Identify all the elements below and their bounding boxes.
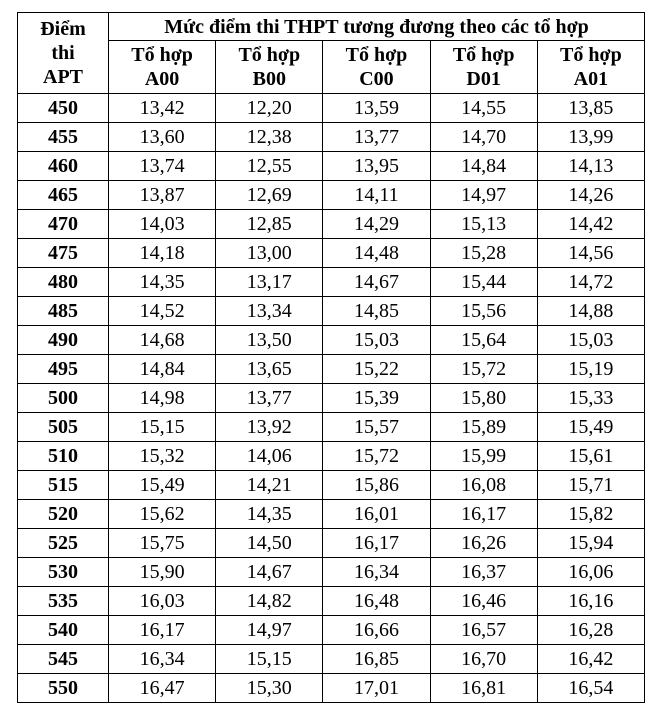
thpt-score-cell: 14,97 xyxy=(430,181,537,210)
combo-label: Tổ hợp xyxy=(345,44,408,66)
thpt-score-cell: 12,20 xyxy=(216,94,323,123)
table-row xyxy=(18,297,645,326)
apt-score-cell: 500 xyxy=(18,384,109,413)
header-apt-line: thi xyxy=(51,42,75,64)
score-equivalence-table xyxy=(17,12,645,703)
thpt-score-cell: 17,01 xyxy=(323,674,430,703)
thpt-score-cell: 15,22 xyxy=(323,355,430,384)
thpt-score-cell: 16,26 xyxy=(430,529,537,558)
table-row xyxy=(18,355,645,384)
thpt-score-cell: 14,68 xyxy=(109,326,216,355)
combo-code: A01 xyxy=(573,68,609,90)
thpt-score-cell: 15,99 xyxy=(430,442,537,471)
header-row-combos xyxy=(18,41,645,94)
thpt-score-cell: 15,64 xyxy=(430,326,537,355)
thpt-score-cell: 15,33 xyxy=(537,384,644,413)
thpt-score-cell: 15,03 xyxy=(537,326,644,355)
table-row xyxy=(18,268,645,297)
thpt-score-cell: 15,03 xyxy=(323,326,430,355)
thpt-score-cell: 15,82 xyxy=(537,500,644,529)
thpt-score-cell: 13,00 xyxy=(216,239,323,268)
combo-label: Tổ hợp xyxy=(238,44,301,66)
thpt-score-cell: 14,21 xyxy=(216,471,323,500)
thpt-score-cell: 12,69 xyxy=(216,181,323,210)
header-combo-b00 xyxy=(216,41,323,94)
header-apt-line: APT xyxy=(43,66,83,88)
thpt-score-cell: 16,17 xyxy=(109,616,216,645)
thpt-score-cell: 13,99 xyxy=(537,123,644,152)
thpt-score-cell: 15,13 xyxy=(430,210,537,239)
thpt-score-cell: 14,84 xyxy=(430,152,537,181)
thpt-score-cell: 15,32 xyxy=(109,442,216,471)
thpt-score-cell: 16,01 xyxy=(323,500,430,529)
combo-code: B00 xyxy=(252,68,286,90)
thpt-score-cell: 15,62 xyxy=(109,500,216,529)
table-row xyxy=(18,442,645,471)
header-combo-d01 xyxy=(430,41,537,94)
thpt-score-cell: 15,28 xyxy=(430,239,537,268)
table-row xyxy=(18,616,645,645)
table-row xyxy=(18,152,645,181)
thpt-score-cell: 14,67 xyxy=(323,268,430,297)
thpt-score-cell: 13,77 xyxy=(216,384,323,413)
apt-score-cell: 455 xyxy=(18,123,109,152)
thpt-score-cell: 14,98 xyxy=(109,384,216,413)
thpt-score-cell: 14,70 xyxy=(430,123,537,152)
table-row xyxy=(18,239,645,268)
combo-label: Tổ hợp xyxy=(131,44,193,66)
thpt-score-cell: 15,94 xyxy=(537,529,644,558)
thpt-score-cell: 15,72 xyxy=(430,355,537,384)
apt-score-cell: 545 xyxy=(18,645,109,674)
thpt-score-cell: 16,85 xyxy=(323,645,430,674)
thpt-score-cell: 14,56 xyxy=(537,239,644,268)
thpt-score-cell: 15,49 xyxy=(109,471,216,500)
thpt-score-cell: 16,16 xyxy=(537,587,644,616)
header-combo-c00 xyxy=(323,41,430,94)
header-combo-a01 xyxy=(537,41,644,94)
apt-score-cell: 520 xyxy=(18,500,109,529)
thpt-score-cell: 13,92 xyxy=(216,413,323,442)
apt-score-cell: 525 xyxy=(18,529,109,558)
thpt-score-cell: 14,35 xyxy=(109,268,216,297)
combo-label: Tổ hợp xyxy=(560,44,622,66)
table-row xyxy=(18,210,645,239)
thpt-score-cell: 14,48 xyxy=(323,239,430,268)
table-row xyxy=(18,123,645,152)
thpt-score-cell: 14,06 xyxy=(216,442,323,471)
thpt-score-cell: 14,50 xyxy=(216,529,323,558)
apt-score-cell: 550 xyxy=(18,674,109,703)
thpt-score-cell: 16,37 xyxy=(430,558,537,587)
apt-score-cell: 465 xyxy=(18,181,109,210)
thpt-score-cell: 14,85 xyxy=(323,297,430,326)
thpt-score-cell: 16,70 xyxy=(430,645,537,674)
header-equivalent-title: Mức điểm thi THPT tương đương theo các tổ hợp xyxy=(109,13,645,41)
thpt-score-cell: 13,60 xyxy=(109,123,216,152)
combo-label: Tổ hợp xyxy=(452,44,515,66)
thpt-score-cell: 12,38 xyxy=(216,123,323,152)
thpt-score-cell: 14,18 xyxy=(109,239,216,268)
apt-score-cell: 475 xyxy=(18,239,109,268)
table-row xyxy=(18,94,645,123)
apt-score-cell: 535 xyxy=(18,587,109,616)
combo-code: C00 xyxy=(359,68,394,90)
thpt-score-cell: 13,42 xyxy=(109,94,216,123)
thpt-score-cell: 15,30 xyxy=(216,674,323,703)
apt-score-cell: 470 xyxy=(18,210,109,239)
table-row xyxy=(18,529,645,558)
table-row xyxy=(18,384,645,413)
thpt-score-cell: 16,54 xyxy=(537,674,644,703)
thpt-score-cell: 16,57 xyxy=(430,616,537,645)
thpt-score-cell: 15,15 xyxy=(216,645,323,674)
table-row xyxy=(18,413,645,442)
header-apt-score xyxy=(18,13,109,94)
apt-score-cell: 485 xyxy=(18,297,109,326)
thpt-score-cell: 14,13 xyxy=(537,152,644,181)
thpt-score-cell: 16,46 xyxy=(430,587,537,616)
header-row-top xyxy=(18,13,645,41)
thpt-score-cell: 15,49 xyxy=(537,413,644,442)
table-row xyxy=(18,500,645,529)
table-row xyxy=(18,326,645,355)
thpt-score-cell: 16,17 xyxy=(323,529,430,558)
table-row xyxy=(18,587,645,616)
apt-score-cell: 490 xyxy=(18,326,109,355)
thpt-score-cell: 15,80 xyxy=(430,384,537,413)
thpt-score-cell: 16,03 xyxy=(109,587,216,616)
thpt-score-cell: 12,85 xyxy=(216,210,323,239)
apt-score-cell: 540 xyxy=(18,616,109,645)
table-body xyxy=(18,94,645,703)
thpt-score-cell: 14,97 xyxy=(216,616,323,645)
thpt-score-cell: 14,42 xyxy=(537,210,644,239)
table-row xyxy=(18,558,645,587)
thpt-score-cell: 13,50 xyxy=(216,326,323,355)
thpt-score-cell: 15,57 xyxy=(323,413,430,442)
thpt-score-cell: 16,66 xyxy=(323,616,430,645)
apt-score-cell: 515 xyxy=(18,471,109,500)
thpt-score-cell: 16,34 xyxy=(109,645,216,674)
thpt-score-cell: 14,26 xyxy=(537,181,644,210)
apt-score-cell: 510 xyxy=(18,442,109,471)
thpt-score-cell: 14,55 xyxy=(430,94,537,123)
thpt-score-cell: 16,17 xyxy=(430,500,537,529)
thpt-score-cell: 14,35 xyxy=(216,500,323,529)
thpt-score-cell: 15,19 xyxy=(537,355,644,384)
thpt-score-cell: 15,72 xyxy=(323,442,430,471)
thpt-score-cell: 14,88 xyxy=(537,297,644,326)
thpt-score-cell: 16,47 xyxy=(109,674,216,703)
table-row xyxy=(18,645,645,674)
thpt-score-cell: 16,42 xyxy=(537,645,644,674)
apt-score-cell: 495 xyxy=(18,355,109,384)
thpt-score-cell: 13,95 xyxy=(323,152,430,181)
thpt-score-cell: 14,84 xyxy=(109,355,216,384)
thpt-score-cell: 15,39 xyxy=(323,384,430,413)
thpt-score-cell: 13,59 xyxy=(323,94,430,123)
thpt-score-cell: 13,65 xyxy=(216,355,323,384)
thpt-score-cell: 13,17 xyxy=(216,268,323,297)
header-apt-line: Điểm xyxy=(40,18,86,40)
thpt-score-cell: 15,90 xyxy=(109,558,216,587)
thpt-score-cell: 13,77 xyxy=(323,123,430,152)
apt-score-cell: 480 xyxy=(18,268,109,297)
thpt-score-cell: 16,81 xyxy=(430,674,537,703)
thpt-score-cell: 14,11 xyxy=(323,181,430,210)
thpt-score-cell: 13,87 xyxy=(109,181,216,210)
thpt-score-cell: 15,75 xyxy=(109,529,216,558)
table-row xyxy=(18,181,645,210)
thpt-score-cell: 15,44 xyxy=(430,268,537,297)
apt-score-cell: 460 xyxy=(18,152,109,181)
thpt-score-cell: 13,34 xyxy=(216,297,323,326)
thpt-score-cell: 14,29 xyxy=(323,210,430,239)
thpt-score-cell: 14,67 xyxy=(216,558,323,587)
table-row xyxy=(18,674,645,703)
thpt-score-cell: 14,82 xyxy=(216,587,323,616)
thpt-score-cell: 15,71 xyxy=(537,471,644,500)
thpt-score-cell: 16,48 xyxy=(323,587,430,616)
thpt-score-cell: 14,03 xyxy=(109,210,216,239)
thpt-score-cell: 15,86 xyxy=(323,471,430,500)
thpt-score-cell: 13,85 xyxy=(537,94,644,123)
thpt-score-cell: 14,52 xyxy=(109,297,216,326)
thpt-score-cell: 15,56 xyxy=(430,297,537,326)
thpt-score-cell: 12,55 xyxy=(216,152,323,181)
header-combo-a00 xyxy=(109,41,216,94)
thpt-score-cell: 16,28 xyxy=(537,616,644,645)
apt-score-cell: 530 xyxy=(18,558,109,587)
thpt-score-cell: 16,06 xyxy=(537,558,644,587)
thpt-score-cell: 15,15 xyxy=(109,413,216,442)
thpt-score-cell: 15,61 xyxy=(537,442,644,471)
thpt-score-cell: 16,34 xyxy=(323,558,430,587)
thpt-score-cell: 13,74 xyxy=(109,152,216,181)
thpt-score-cell: 14,72 xyxy=(537,268,644,297)
combo-code: A00 xyxy=(144,68,180,90)
apt-score-cell: 450 xyxy=(18,94,109,123)
table-row xyxy=(18,471,645,500)
thpt-score-cell: 15,89 xyxy=(430,413,537,442)
thpt-score-cell: 16,08 xyxy=(430,471,537,500)
apt-score-cell: 505 xyxy=(18,413,109,442)
combo-code: D01 xyxy=(466,68,501,90)
